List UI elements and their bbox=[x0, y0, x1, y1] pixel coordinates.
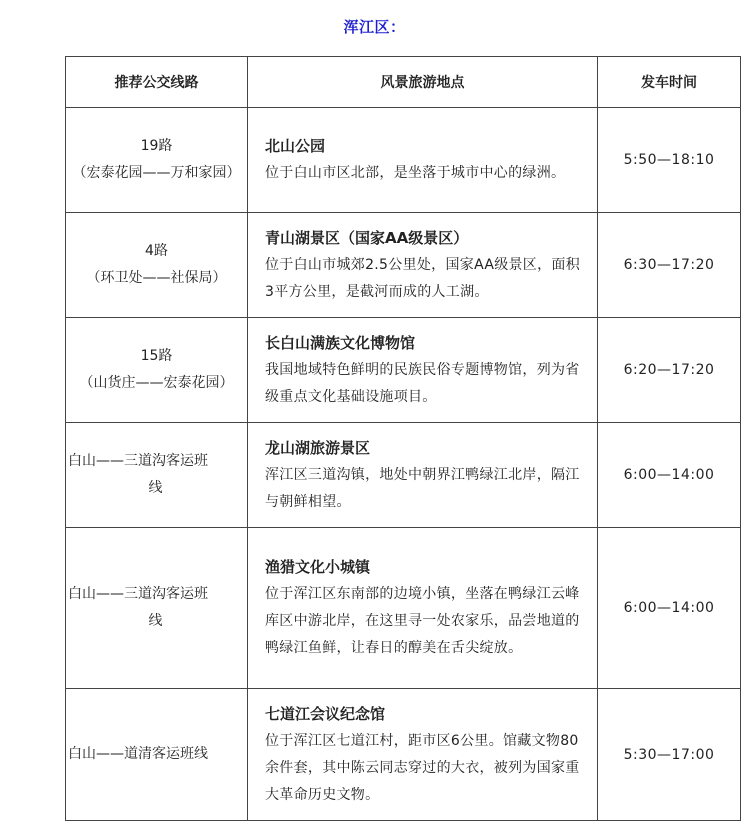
table-row bbox=[66, 423, 741, 528]
route-stops: （山货庄——宏泰花园） bbox=[79, 375, 234, 391]
table-row bbox=[66, 213, 741, 318]
table-header-row bbox=[66, 57, 741, 108]
departure-time: 5:30—17:00 bbox=[598, 689, 741, 821]
spot-description: 位于白山市区北部，是坐落于城市中心的绿洲。 bbox=[265, 165, 566, 181]
spot-cell bbox=[248, 423, 598, 528]
route-cell bbox=[66, 318, 248, 423]
route-cell bbox=[66, 108, 248, 213]
table-row bbox=[66, 528, 741, 689]
departure-time: 6:30—17:20 bbox=[598, 213, 741, 318]
spot-cell bbox=[248, 318, 598, 423]
route-name: 白山——道清客运班线 bbox=[68, 746, 208, 762]
spot-description: 位于白山市城郊2.5公里处，国家AA级景区，面积3平方公里，是截河而成的人工湖。 bbox=[265, 256, 581, 300]
spot-description: 位于浑江区东南部的边境小镇，坐落在鸭绿江云峰库区中游北岸，在这里寻一处农家乐，品尝地道的鸭绿江鱼鲜，让春日的醇美在舌尖绽放。 bbox=[265, 586, 580, 656]
route-cell bbox=[66, 528, 248, 689]
header-time: 发车时间 bbox=[598, 57, 741, 108]
route-name-cont: 线 bbox=[148, 480, 163, 496]
table-row bbox=[66, 689, 741, 821]
route-name: 白山——三道沟客运班 bbox=[68, 586, 208, 602]
departure-time: 5:50—18:10 bbox=[598, 108, 741, 213]
departure-time: 6:00—14:00 bbox=[598, 423, 741, 528]
spot-name: 渔猎文化小城镇 bbox=[265, 558, 371, 576]
departure-time: 6:20—17:20 bbox=[598, 318, 741, 423]
header-route: 推荐公交线路 bbox=[66, 57, 248, 108]
route-number: 19路 bbox=[140, 138, 173, 154]
table-row bbox=[66, 108, 741, 213]
departure-time: 6:00—14:00 bbox=[598, 528, 741, 689]
route-cell bbox=[66, 213, 248, 318]
spot-cell bbox=[248, 108, 598, 213]
route-stops: （环卫处——社保局） bbox=[86, 270, 227, 286]
spot-name: 长白山满族文化博物馆 bbox=[265, 333, 416, 352]
route-name: 白山——三道沟客运班 bbox=[68, 453, 208, 469]
bus-route-table bbox=[65, 56, 741, 821]
route-cell bbox=[66, 689, 248, 821]
spot-name: 北山公园 bbox=[265, 137, 326, 155]
route-number: 15路 bbox=[140, 348, 173, 364]
table-row bbox=[66, 318, 741, 423]
spot-description: 浑江区三道沟镇，地处中朝界江鸭绿江北岸，隔江与朝鲜相望。 bbox=[265, 466, 580, 510]
route-stops: （宏泰花园——万和家园） bbox=[72, 165, 241, 181]
spot-name: 龙山湖旅游景区 bbox=[265, 438, 371, 457]
spot-name: 青山湖景区（国家AA级景区） bbox=[265, 228, 469, 247]
district-title: 浑江区： bbox=[343, 18, 406, 36]
spot-cell bbox=[248, 528, 598, 689]
spot-name: 七道江会议纪念馆 bbox=[265, 704, 386, 723]
spot-description: 我国地域特色鲜明的民族民俗专题博物馆，列为省级重点文化基础设施项目。 bbox=[265, 361, 580, 405]
header-spot: 风景旅游地点 bbox=[248, 57, 598, 108]
route-number: 4路 bbox=[145, 243, 168, 259]
route-cell bbox=[66, 423, 248, 528]
spot-cell bbox=[248, 689, 598, 821]
route-name-cont: 线 bbox=[148, 613, 163, 629]
spot-cell bbox=[248, 213, 598, 318]
spot-description: 位于浑江区七道江村，距市区6公里。馆藏文物80余件套，其中陈云同志穿过的大衣，被列为国家重大革命历史文物。 bbox=[265, 732, 580, 803]
